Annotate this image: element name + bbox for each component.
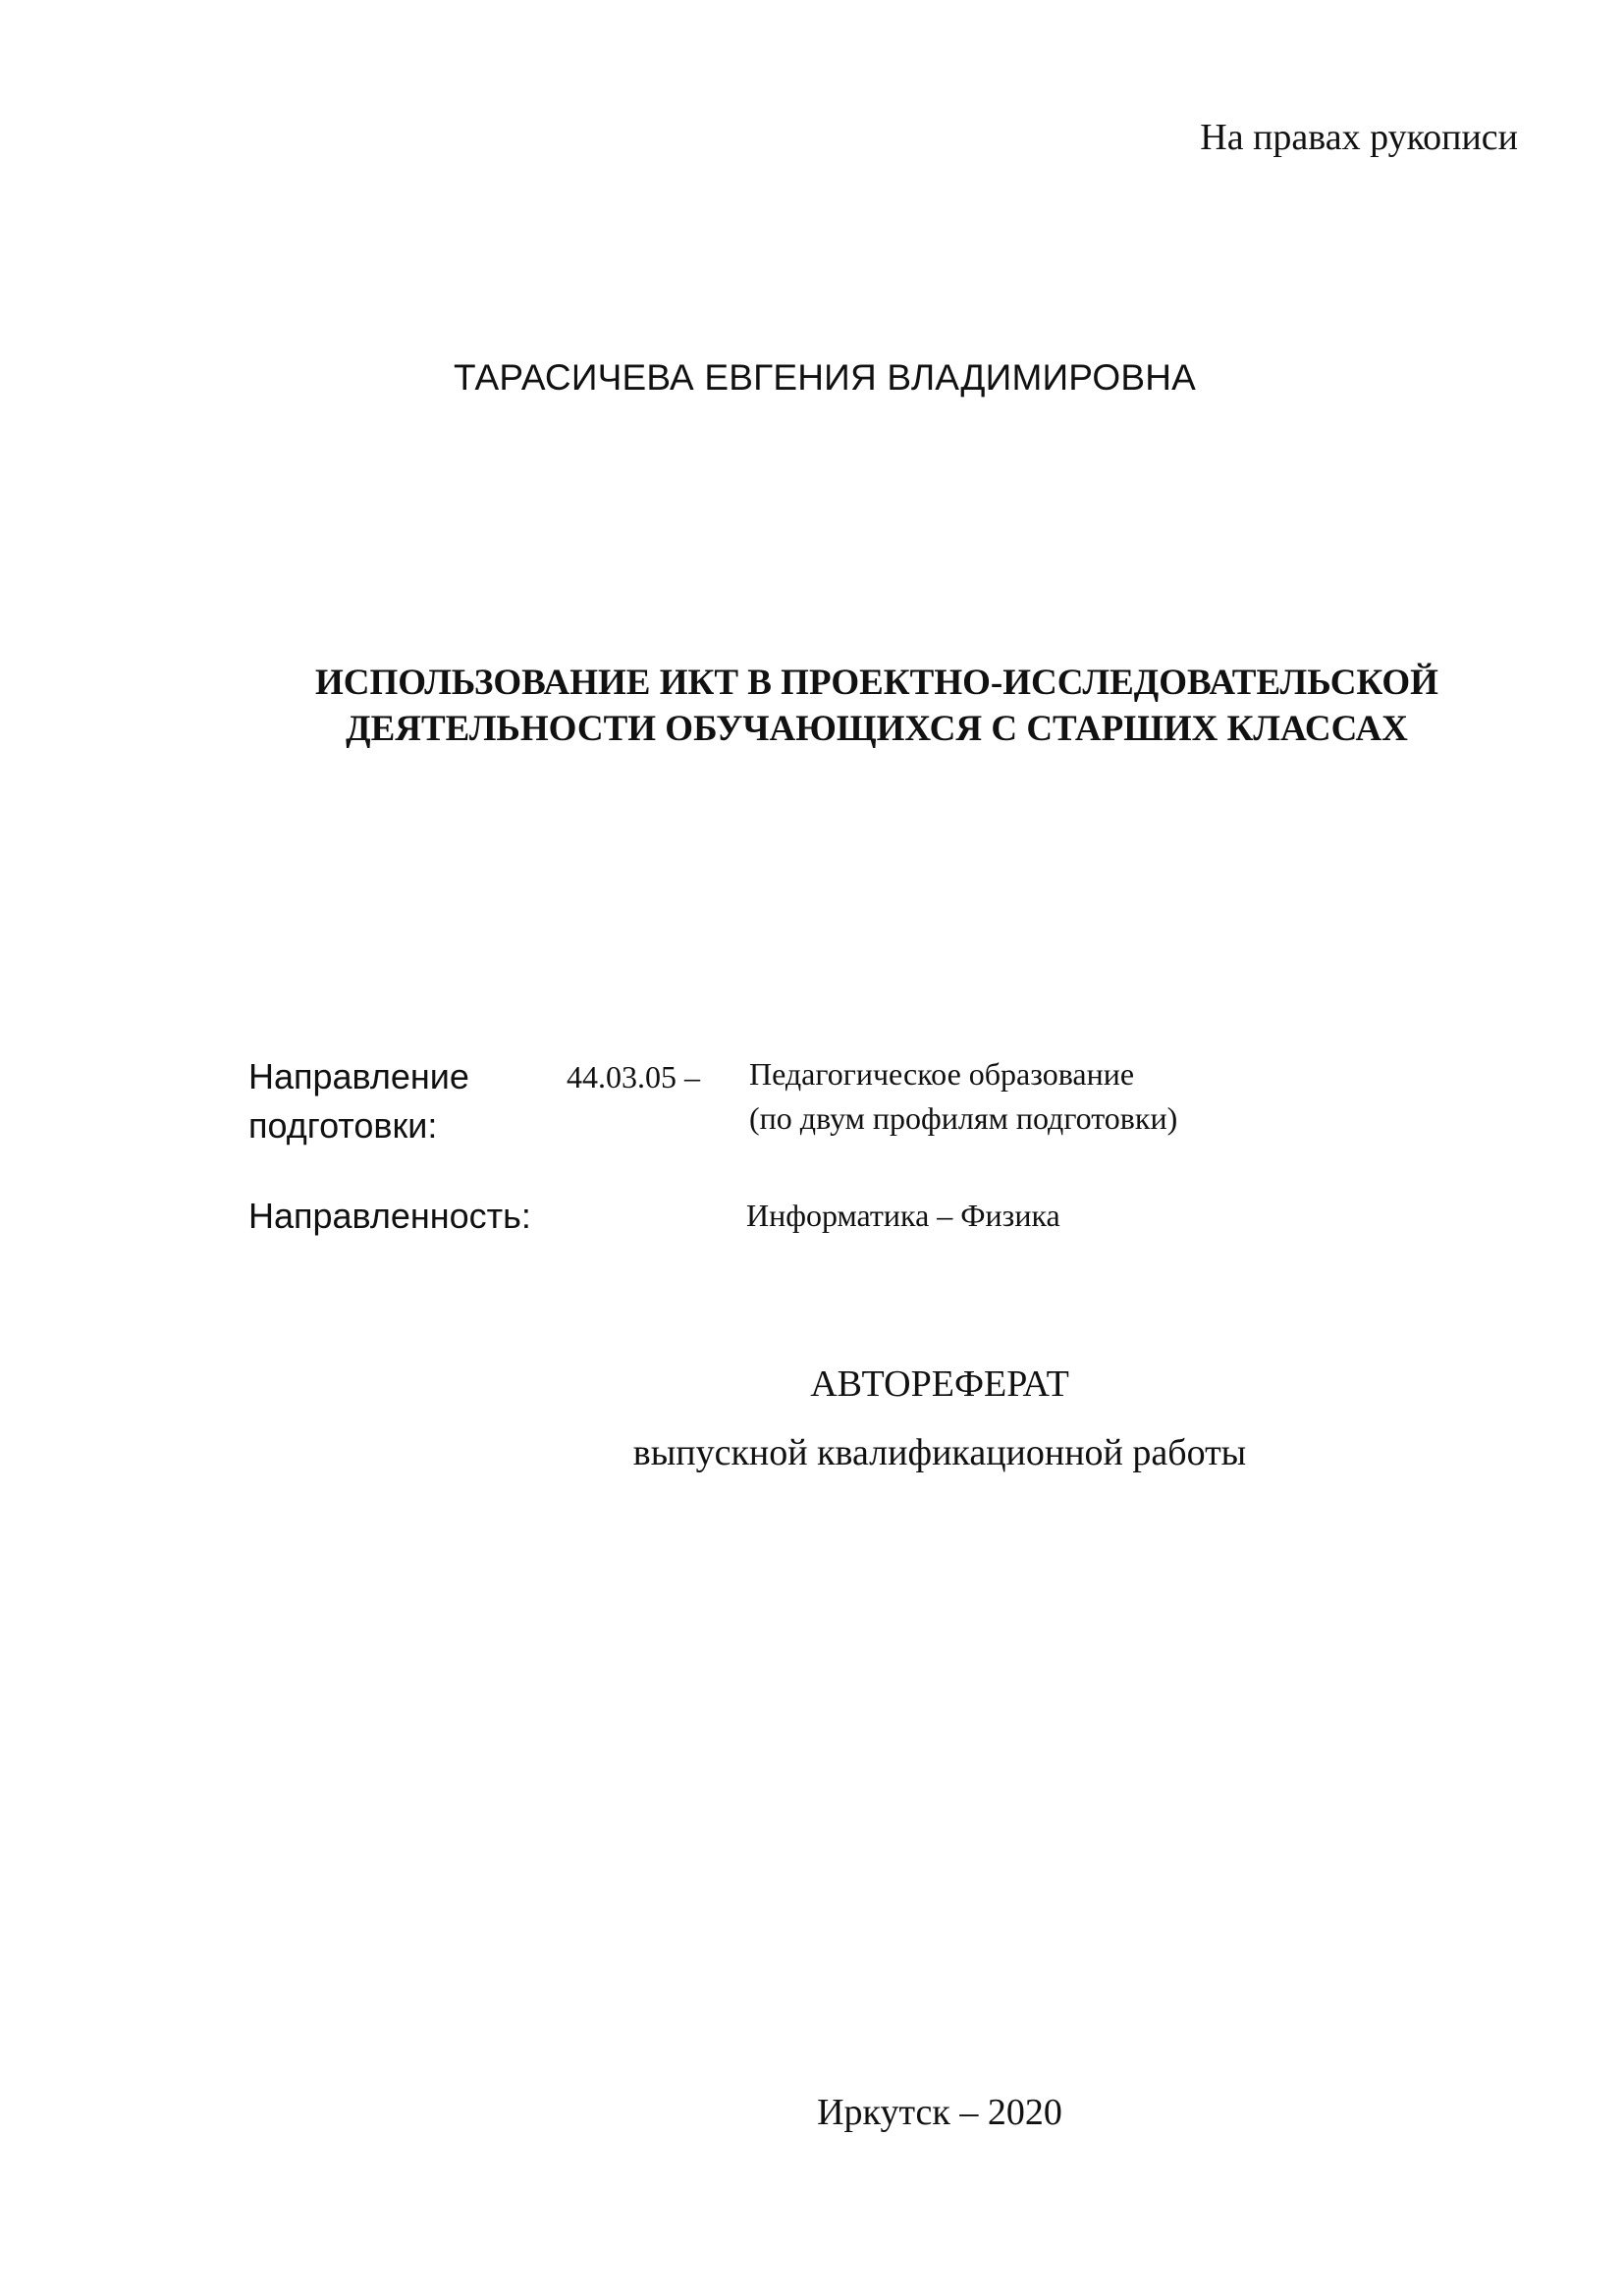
document-type: АВТОРЕФЕРАТ	[810, 1363, 1069, 1405]
direction-label-line-1: Направление	[248, 1056, 469, 1096]
direction-value-line-1: Педагогическое образование	[749, 1056, 1135, 1092]
direction-value	[749, 1052, 1177, 1141]
city-year: Иркутск – 2020	[817, 2092, 1062, 2133]
thesis-title-line-1: ИСПОЛЬЗОВАНИЕ ИКТ В ПРОЕКТНО-ИССЛЕДОВАТЕЛЬСКОЙ	[315, 663, 1438, 703]
direction-label-line-2: подготовки:	[248, 1105, 438, 1146]
thesis-title	[0, 660, 1624, 752]
focus-value: Информатика – Физика	[746, 1198, 1060, 1233]
document-subtype: выпускной квалификационной работы	[632, 1432, 1247, 1473]
focus-label-text: Направленность:	[248, 1196, 531, 1236]
direction-value-line-2: (по двум профилям подготовки)	[749, 1100, 1178, 1136]
author-name: ТАРАСИЧЕВА ЕВГЕНИЯ ВЛАДИМИРОВНА	[453, 357, 1196, 398]
thesis-title-line-2: ДЕЯТЕЛЬНОСТИ ОБУЧАЮЩИХСЯ С СТАРШИХ КЛАССАХ	[346, 709, 1408, 749]
rights-note: На правах рукописи	[1200, 117, 1518, 158]
direction-label	[248, 1052, 469, 1150]
focus-label	[248, 1192, 531, 1241]
direction-code: 44.03.05 –	[567, 1059, 700, 1095]
